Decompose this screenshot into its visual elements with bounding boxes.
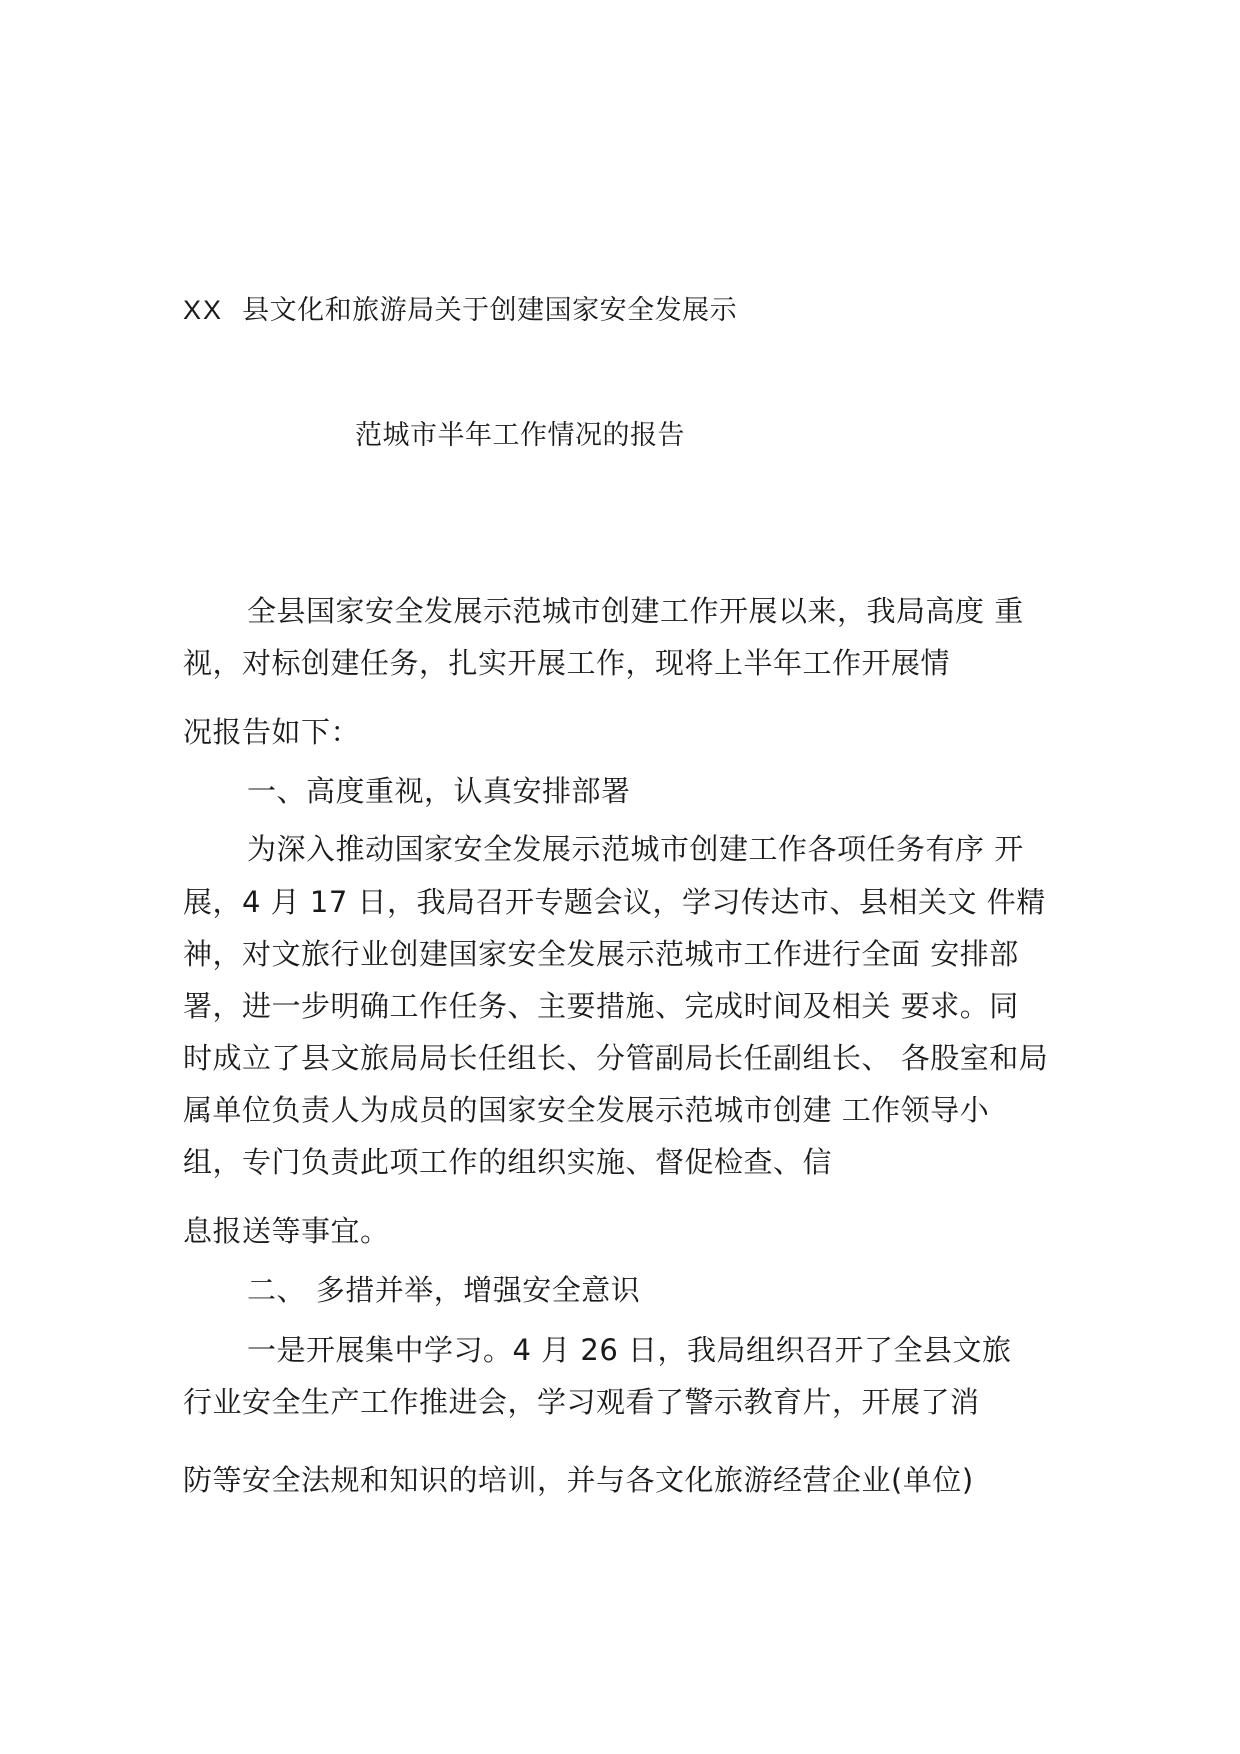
body-line: 为深入推动国家安全发展示范城市创建工作各项任务有序 开 — [247, 832, 1024, 866]
intro-line: 况报告如下： — [183, 715, 361, 749]
intro-line: 全县国家安全发展示范城市创建工作开展以来，我局高度 重 — [247, 594, 1024, 628]
title-text: 县文化和旅游局关于创建国家安全发展示 — [242, 295, 738, 326]
document-title-line-2: 范城市半年工作情况的报告 — [355, 420, 685, 451]
body-line: 属单位负责人为成员的国家安全发展示范城市创建 工作领导小 — [183, 1093, 990, 1127]
intro-line: 视，对标创建任务，扎实开展工作，现将上半年工作开展情 — [183, 646, 951, 680]
section-heading-2: 二、 多措并举，增强安全意识 — [247, 1273, 641, 1307]
section-heading-1: 一、高度重视，认真安排部署 — [247, 774, 631, 808]
body-line: 时成立了县文旅局局长任组长、分管副局长任副组长、 各股室和局 — [183, 1041, 1049, 1075]
body-line: 组，专门负责此项工作的组织实施、督促检查、信 — [183, 1145, 833, 1179]
body-line: 一是开展集中学习。4 月 26 日，我局组织召开了全县文旅 — [247, 1333, 1012, 1367]
title-prefix: XX — [183, 295, 224, 325]
body-line: 行业安全生产工作推进会，学习观看了警示教育片，开展了消 — [183, 1385, 980, 1419]
body-line: 署，进一步明确工作任务、主要措施、完成时间及相关 要求。同 — [183, 989, 1019, 1023]
body-line: 防等安全法规和知识的培训，并与各文化旅游经营企业(单位) — [183, 1463, 974, 1497]
body-line: 展，4 月 17 日，我局召开专题会议，学习传达市、县相关文 件精 — [183, 885, 1046, 919]
body-line: 息报送等事宜。 — [183, 1214, 390, 1248]
document-title-line-1 — [183, 292, 737, 329]
body-line: 神，对文旅行业创建国家安全发展示范城市工作进行全面 安排部 — [183, 937, 1019, 971]
